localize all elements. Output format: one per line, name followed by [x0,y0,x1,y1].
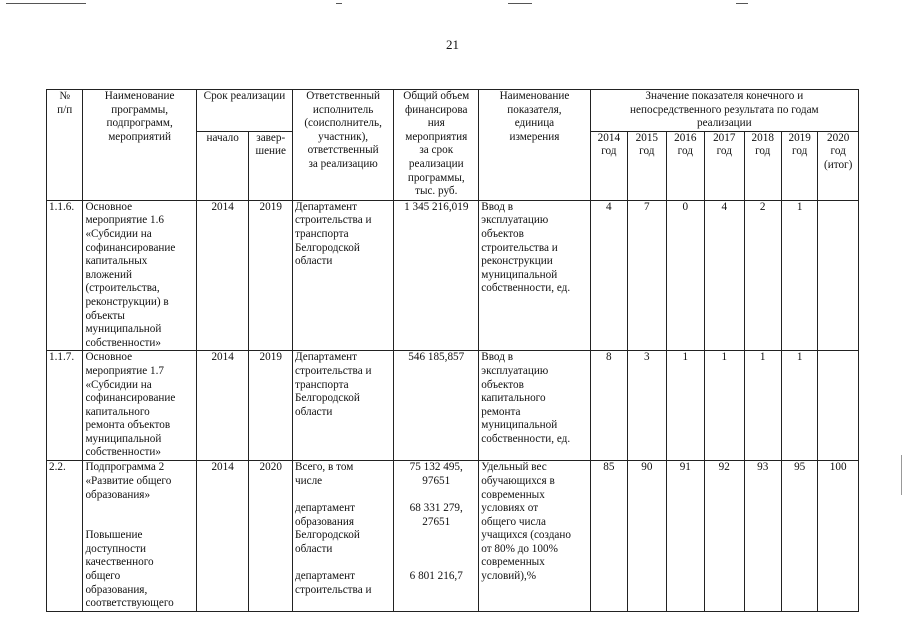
row-name: Основное мероприятие 1.7 «Субсидии на софинансирование капитального ремонта объектов муниципальной собственности» [83,351,196,461]
scan-mark [736,3,748,4]
row-value: 8 [590,351,627,461]
row-value: 95 [781,461,817,612]
row-value: 1 [781,200,817,351]
row-end: 2019 [249,200,293,351]
row-number: 2.2. [47,461,83,612]
row-value [818,351,859,461]
row-value: 4 [705,200,744,351]
row-value: 1 [781,351,817,461]
row-number: 1.1.6. [47,200,83,351]
header-no: № п/п [47,90,83,201]
row-financing: 75 132 495, 97651 68 331 279, 27651 6 801 216,7 [394,461,479,612]
table-row [47,351,859,461]
header-start: начало [196,131,249,200]
row-indicator: Ввод в эксплуатацию объектов капитального ремонта муниципальной собственности, ед. [479,351,590,461]
header-row [47,90,859,132]
row-start: 2014 [196,351,249,461]
page-number: 21 [446,37,459,52]
row-value: 4 [590,200,627,351]
row-value: 91 [666,461,704,612]
row-indicator: Ввод в эксплуатацию объектов строительства и реконструкции муниципальной собственности, ед. [479,200,590,351]
row-value [818,200,859,351]
header-name: Наименование программы, подпрограмм, мероприятий [83,90,196,201]
row-end: 2019 [249,351,293,461]
scan-mark [901,455,902,495]
row-financing: 546 185,857 [394,351,479,461]
row-start: 2014 [196,200,249,351]
row-value: 1 [705,351,744,461]
program-table [46,89,859,612]
row-start: 2014 [196,461,249,612]
header-period: Срок реализации [196,90,292,132]
row-value: 1 [666,351,704,461]
scan-mark [336,3,342,4]
header-year: 2015 год [628,131,666,200]
header-indicator: Наименование показателя, единица измерения [479,90,590,201]
header-year: 2017 год [705,131,744,200]
header-year: 2020 год (итог) [818,131,859,200]
table-row [47,200,859,351]
row-value: 2 [744,200,781,351]
row-value: 85 [590,461,627,612]
row-value: 92 [705,461,744,612]
scan-mark [6,3,86,4]
header-year: 2018 год [744,131,781,200]
row-name: Основное мероприятие 1.6 «Субсидии на софинансирование капитальных вложений (строительства, реконструкции) в объекты муниципальной собственности» [83,200,196,351]
row-number: 1.1.7. [47,351,83,461]
row-responsible: Всего, в том числе департамент образования Белгородской области департамент строительства и [293,461,394,612]
row-indicator: Удельный вес обучающихся в современных условиях от общего числа учащихся (создано от 80% до 100% современных условий),% [479,461,590,612]
row-financing: 1 345 216,019 [394,200,479,351]
row-name: Подпрограмма 2 «Развитие общего образования» Повышение доступности качественного общего образования, соответствующего [83,461,196,612]
row-value: 93 [744,461,781,612]
row-end: 2020 [249,461,293,612]
row-value: 100 [818,461,859,612]
header-year: 2019 год [781,131,817,200]
row-value: 0 [666,200,704,351]
table-row [47,461,859,612]
header-financing: Общий объем финансирова ния мероприятия за срок реализации программы, тыс. руб. [394,90,479,201]
row-value: 7 [628,200,666,351]
row-value: 90 [628,461,666,612]
row-responsible: Департамент строительства и транспорта Белгородской области [293,200,394,351]
header-values: Значение показателя конечного и непосредственного результата по годам реализации [590,90,858,132]
row-value: 3 [628,351,666,461]
header-year: 2016 год [666,131,704,200]
scan-mark [508,3,532,4]
header-responsible: Ответственный исполнитель (соисполнитель, участник), ответственный за реализацию [293,90,394,201]
row-responsible: Департамент строительства и транспорта Белгородской области [293,351,394,461]
row-value: 1 [744,351,781,461]
header-year: 2014 год [590,131,627,200]
header-end: завер- шение [249,131,293,200]
